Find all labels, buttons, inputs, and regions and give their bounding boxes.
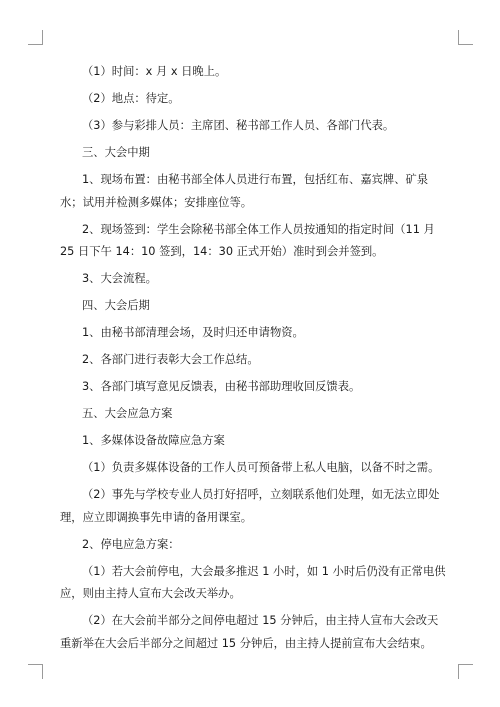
subheading-multimedia-failure: 1、多媒体设备故障应急方案 xyxy=(82,434,225,447)
crop-mark-top-left xyxy=(28,30,43,45)
paragraph-venue-signin: 2、现场签到：学生会除秘书部全体工作人员按通知的指定时间（11 月 25 日下午 14：10 签到，14：30 正式开始）准时到会并签到。 xyxy=(60,222,435,258)
crop-mark-top-right xyxy=(458,30,473,45)
paragraph-outage-during: （2）在大会前半部分之间停电超过 15 分钟后，由主持人宣布大会改天重新举在大会后半部分之间超过 15 分钟后，由主持人提前宣布大会结束。 xyxy=(60,614,439,650)
paragraph-meeting-flow: 3、大会流程。 xyxy=(82,272,157,285)
crop-mark-bottom-left xyxy=(28,664,43,679)
paragraph-cleanup: 1、由秘书部清理会场，及时归还申请物资。 xyxy=(82,326,304,339)
paragraph-feedback-form: 3、各部门填写意见反馈表，由秘书部助理收回反馈表。 xyxy=(82,380,361,393)
section-heading-contingency: 五、大会应急方案 xyxy=(82,407,173,420)
paragraph-backup-classroom: （2）事先与学校专业人员打好招呼，立刻联系他们处理，如无法立即处理，应立即调换事先申请的备用课室。 xyxy=(60,488,440,524)
subheading-power-outage: 2、停电应急方案： xyxy=(82,537,180,551)
section-heading-mid-stage: 三、大会中期 xyxy=(82,146,150,159)
paragraph-outage-before: （1）若大会前停电，大会最多推迟 1 小时，如 1 小时后仍没有正常电供应，则由主持人宣布大会改天举办。 xyxy=(60,564,446,600)
paragraph-work-summary: 2、各部门进行表彰大会工作总结。 xyxy=(82,353,259,366)
paragraph-backup-computer: （1）负责多媒体设备的工作人员可预备带上私人电脑，以备不时之需。 xyxy=(82,461,440,474)
paragraph-rehearsal-location: （2）地点：待定。 xyxy=(82,92,180,105)
section-heading-late-stage: 四、大会后期 xyxy=(82,299,150,312)
paragraph-rehearsal-time: （1）时间：x 月 x 日晚上。 xyxy=(82,65,227,78)
document-body xyxy=(60,61,446,660)
paragraph-rehearsal-participants: （3）参与彩排人员：主席团、秘书部工作人员、各部门代表。 xyxy=(82,119,395,132)
crop-mark-bottom-right xyxy=(458,664,473,679)
paragraph-venue-setup: 1、现场布置：由秘书部全体人员进行布置，包括红布、嘉宾牌、矿泉水；试用并检测多媒体；安排座位等。 xyxy=(60,173,429,209)
